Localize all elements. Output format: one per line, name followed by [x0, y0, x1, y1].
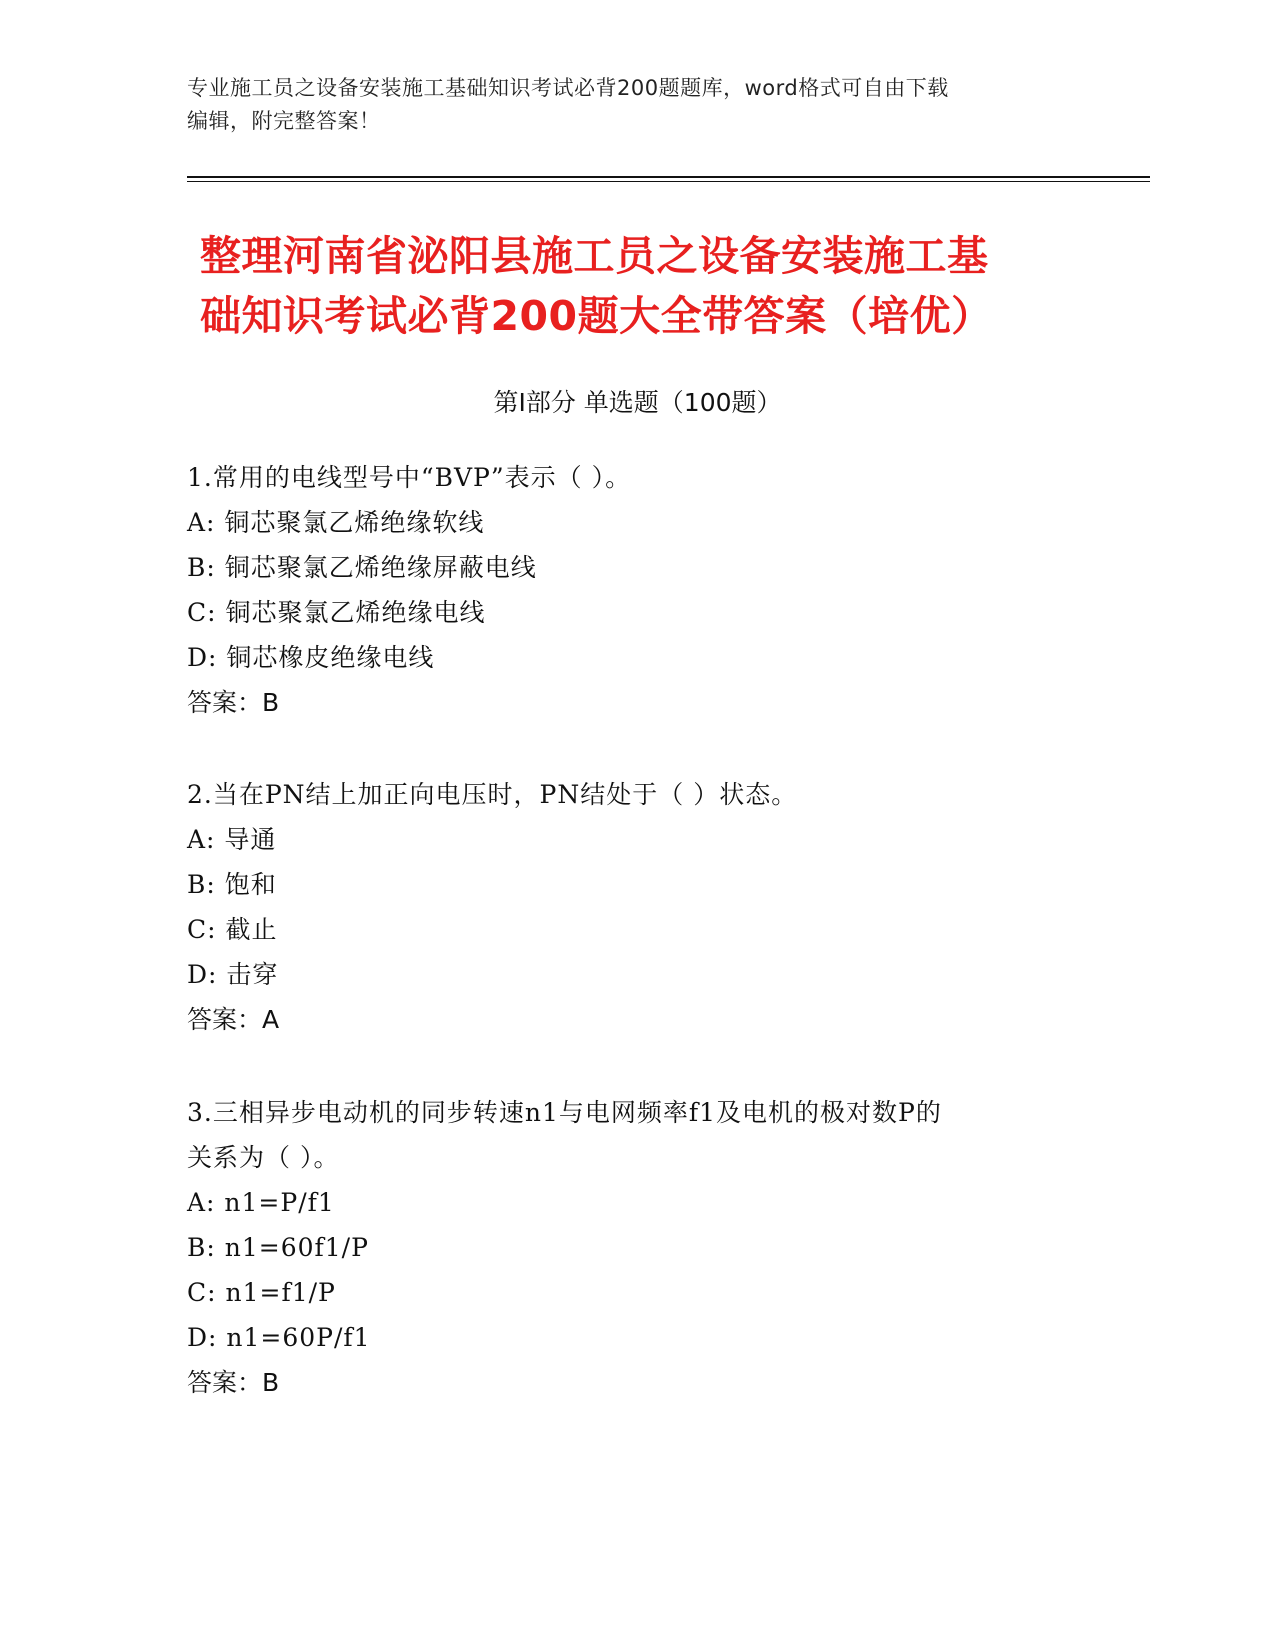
option-c: C: 截止	[187, 915, 278, 944]
option-c: C: 铜芯聚氯乙烯绝缘电线	[187, 598, 486, 627]
option-d: D: n1=60P/f1	[187, 1323, 371, 1352]
option-b: B: 铜芯聚氯乙烯绝缘屏蔽电线	[187, 553, 537, 582]
option-b: B: n1=60f1/P	[187, 1233, 369, 1262]
header-divider-thin	[187, 181, 1150, 182]
document-title	[200, 226, 1100, 346]
question-stem-line-2: 关系为（ ）。	[187, 1143, 340, 1172]
option-d: D: 铜芯橡皮绝缘电线	[187, 643, 435, 672]
question-2	[187, 772, 1087, 1042]
answer: 答案：B	[187, 688, 280, 717]
document-title-line-2: 础知识考试必背200题大全带答案（培优）	[200, 292, 993, 340]
question-stem: 2.当在PN结上加正向电压时，PN结处于（ ）状态。	[187, 780, 798, 809]
option-a: A: 导通	[187, 825, 277, 854]
header-divider-thick	[187, 176, 1150, 178]
section-heading: 第Ⅰ部分 单选题（100题）	[493, 388, 782, 417]
option-d: D: 击穿	[187, 960, 279, 989]
option-c: C: n1=f1/P	[187, 1278, 336, 1307]
question-stem-line-1: 3.三相异步电动机的同步转速n1与电网频率f1及电机的极对数P的	[187, 1098, 942, 1127]
question-1	[187, 455, 1087, 725]
option-a: A: 铜芯聚氯乙烯绝缘软线	[187, 508, 485, 537]
header-note-line-2: 编辑，附完整答案！	[187, 109, 381, 133]
option-a: A: n1=P/f1	[187, 1188, 335, 1217]
question-3	[187, 1090, 1087, 1405]
document-title-line-1: 整理河南省泌阳县施工员之设备安装施工基	[200, 232, 989, 280]
header-note-line-1: 专业施工员之设备安装施工基础知识考试必背200题题库，word格式可自由下载	[187, 76, 949, 100]
question-stem: 1.常用的电线型号中“BVP”表示（ ）。	[187, 463, 632, 492]
option-b: B: 饱和	[187, 870, 277, 899]
answer: 答案：B	[187, 1368, 280, 1397]
header-note	[187, 72, 1087, 138]
answer: 答案：A	[187, 1005, 280, 1034]
